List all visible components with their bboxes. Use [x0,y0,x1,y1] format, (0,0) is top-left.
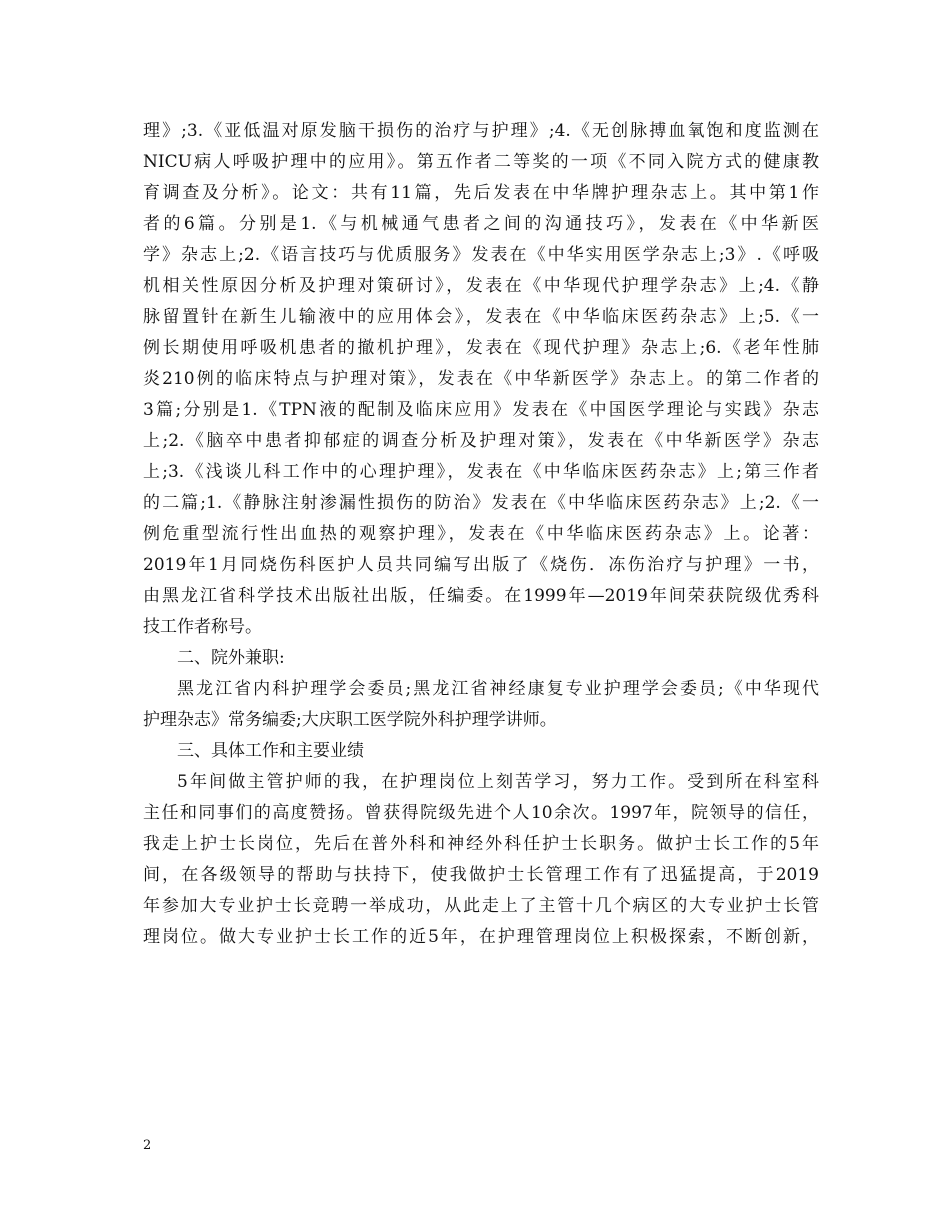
text-line: 机相关性原因分析及护理对策研讨》，发表在《中华现代护理学杂志》上;4.《静 [143,276,819,296]
paragraph-work-achievements [143,767,819,953]
text-line: 者的6篇。分别是1.《与机械通气患者之间的沟通技巧》，发表在《中华新医 [143,214,819,234]
paragraph-publications [143,116,819,643]
text-line: 3篇;分别是1.《TPN液的配制及临床应用》发表在《中国医学理论与实践》杂志 [143,400,819,420]
text-line: 2019年1月同烧伤科医护人员共同编写出版了《烧伤．冻伤治疗与护理》一书， [143,555,819,575]
text-line: 间，在各级领导的帮助与扶持下，使我做护士长管理工作有了迅猛提高，于2019 [143,865,819,885]
text-line: 例长期使用呼吸机患者的撤机护理》，发表在《现代护理》杂志上;6.《老年性肺 [143,338,819,358]
text-line: 理》;3.《亚低温对原发脑干损伤的治疗与护理》;4.《无创脉搏血氧饱和度监测在 [143,121,819,141]
text-line: 护理杂志》常务编委;大庆职工医学院外科护理学讲师。 [143,710,557,730]
text-line: 上;2.《脑卒中患者抑郁症的调查分析及护理对策》，发表在《中华新医学》杂志 [143,431,819,451]
text-line: 我走上护士长岗位，先后在普外科和神经外科任护士长职务。做护士长工作的5年 [143,834,819,854]
text-line: 育调查及分析》。论文：共有11篇，先后发表在中华牌护理杂志上。其中第1作 [143,183,819,203]
page-number: 2 [143,1138,152,1153]
text-line: 上;3.《浅谈儿科工作中的心理护理》，发表在《中华临床医药杂志》上;第三作者 [143,462,819,482]
text-line: 由黑龙江省科学技术出版社出版，任编委。在1999年—2019年间荣获院级优秀科 [143,586,819,606]
text-line: 学》杂志上;2.《语言技巧与优质服务》发表在《中华实用医学杂志上;3》.《呼吸 [143,245,819,265]
text-line: 炎210例的临床特点与护理对策》，发表在《中华新医学》杂志上。的第二作者的 [143,369,819,389]
document-body [143,116,819,953]
text-line: 的二篇;1.《静脉注射渗漏性损伤的防治》发表在《中华临床医药杂志》上;2.《一 [143,493,819,513]
text-line: 技工作者称号。 [143,617,262,637]
section-heading-work-achievements: 三、具体工作和主要业绩 [177,741,364,761]
text-line: 例危重型流行性出血热的观察护理》，发表在《中华临床医药杂志》上。论著： [143,524,819,544]
text-line: 理岗位。做大专业护士长工作的近5年，在护理管理岗位上积极探索，不断创新， [143,927,819,947]
text-line: 主任和同事们的高度赞扬。曾获得院级先进个人10余次。1997年，院领导的信任， [143,803,819,823]
text-line: NICU病人呼吸护理中的应用》。第五作者二等奖的一项《不同入院方式的健康教 [143,152,819,172]
text-line: 5年间做主管护师的我，在护理岗位上刻苦学习，努力工作。受到所在科室科 [177,772,819,792]
text-line: 脉留置针在新生儿输液中的应用体会》，发表在《中华临床医药杂志》上;5.《一 [143,307,819,327]
paragraph-external-positions [143,674,819,736]
text-line: 年参加大专业护士长竞聘一举成功，从此走上了主管十几个病区的大专业护士长管 [143,896,819,916]
text-line: 黑龙江省内科护理学会委员;黑龙江省神经康复专业护理学会委员;《中华现代 [177,679,819,699]
section-heading-external-positions: 二、院外兼职: [177,648,285,668]
